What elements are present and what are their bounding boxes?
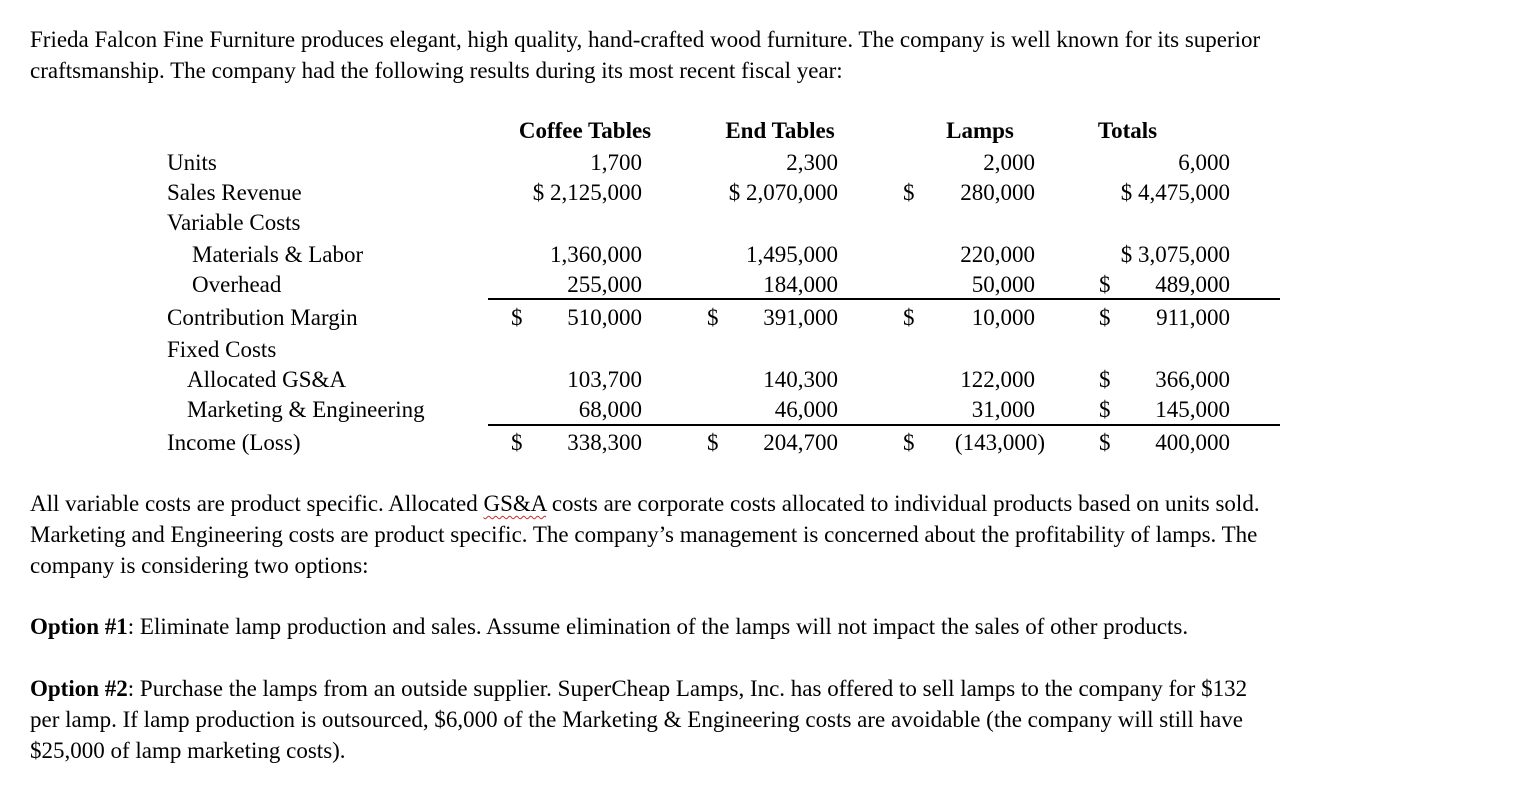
divider-line-contribution: [488, 298, 1280, 300]
marketing-lamps: 31,000: [971, 397, 1035, 422]
contribution-lamps: 10,000: [971, 305, 1035, 330]
marketing-totals-dollar: $: [1099, 397, 1111, 422]
income-totals-dollar: $: [1099, 430, 1111, 455]
income-end: 204,700: [763, 430, 838, 455]
row-label-marketing: Marketing & Engineering: [187, 397, 425, 422]
overhead-totals: 489,000: [1155, 272, 1230, 297]
row-label-fixed-costs: Fixed Costs: [167, 337, 277, 362]
row-label-units: Units: [167, 150, 217, 175]
row-label-overhead: Overhead: [192, 272, 282, 297]
sales-lamps: 280,000: [960, 180, 1035, 205]
option-1-label: Option #1: [30, 614, 128, 639]
gsa-coffee: 103,700: [567, 367, 642, 392]
contribution-coffee-dollar: $: [511, 305, 523, 330]
materials-coffee: 1,360,000: [550, 242, 642, 267]
row-label-gsa: Allocated GS&A: [187, 367, 347, 392]
header-end-tables: End Tables: [725, 118, 835, 143]
spellcheck-flagged-word[interactable]: GS&A: [483, 491, 547, 516]
sales-lamps-dollar: $: [903, 180, 915, 205]
units-totals: 6,000: [1178, 150, 1230, 175]
paragraph-line-3: company is considering two options:: [30, 553, 369, 578]
option-2-line-1: : Purchase the lamps from an outside supplier. SuperCheap Lamps, Inc. has offered to sell lamps to the company for $132: [127, 676, 1248, 701]
contribution-end-dollar: $: [707, 305, 719, 330]
contribution-end: 391,000: [763, 305, 838, 330]
units-lamps: 2,000: [983, 150, 1035, 175]
option-2-label: Option #2: [30, 676, 128, 701]
option-2-paragraph: [30, 673, 1470, 766]
paragraph-line-2: Marketing and Engineering costs are product specific. The company’s management is concerned about the profitability of lamps. The: [30, 522, 1258, 547]
paragraph-line-1b: costs are corporate costs allocated to individual products based on units sold.: [546, 491, 1260, 516]
option-2-line-2: per lamp. If lamp production is outsourced, $6,000 of the Marketing & Engineering costs are avoidable (the company will still have: [30, 707, 1243, 732]
overhead-lamps: 50,000: [971, 272, 1035, 297]
option-2-line-3: $25,000 of lamp marketing costs).: [30, 738, 346, 763]
income-end-dollar: $: [707, 430, 719, 455]
row-label-contribution: Contribution Margin: [167, 305, 358, 330]
gsa-end: 140,300: [763, 367, 838, 392]
contribution-totals-dollar: $: [1099, 305, 1111, 330]
units-end: 2,300: [786, 150, 838, 175]
header-coffee-tables: Coffee Tables: [518, 118, 652, 143]
marketing-coffee: 68,000: [578, 397, 642, 422]
contribution-lamps-dollar: $: [903, 305, 915, 330]
row-label-sales: Sales Revenue: [167, 180, 302, 205]
gsa-totals-dollar: $: [1099, 367, 1111, 392]
sales-end: $ 2,070,000: [728, 180, 838, 205]
option-1-text: : Eliminate lamp production and sales. Assume elimination of the lamps will not impact the sales of other products.: [127, 614, 1189, 639]
intro-line-1: Frieda Falcon Fine Furniture produces elegant, high quality, hand-crafted wood furniture. The company is well known for its superior: [30, 27, 1261, 52]
gsa-lamps: 122,000: [960, 367, 1035, 392]
income-coffee: 338,300: [567, 430, 642, 455]
materials-end: 1,495,000: [746, 242, 838, 267]
income-lamps-dollar: $: [903, 430, 915, 455]
units-coffee: 1,700: [590, 150, 642, 175]
income-totals: 400,000: [1155, 430, 1230, 455]
intro-paragraph: [30, 24, 1470, 86]
header-totals: Totals: [1097, 118, 1158, 143]
contribution-totals: 911,000: [1156, 305, 1230, 330]
variable-costs-paragraph: [30, 488, 1470, 581]
header-lamps: Lamps: [946, 118, 1014, 143]
marketing-totals: 145,000: [1155, 397, 1230, 422]
overhead-coffee: 255,000: [567, 272, 642, 297]
materials-totals: $ 3,075,000: [1120, 242, 1230, 267]
overhead-totals-dollar: $: [1099, 272, 1111, 297]
option-1-paragraph: [30, 611, 1470, 642]
income-lamps: (143,000): [954, 430, 1045, 455]
row-label-income: Income (Loss): [167, 430, 301, 455]
overhead-end: 184,000: [763, 272, 838, 297]
gsa-totals: 366,000: [1155, 367, 1230, 392]
contribution-coffee: 510,000: [567, 305, 642, 330]
divider-line-income: [488, 424, 1280, 426]
income-coffee-dollar: $: [511, 430, 523, 455]
intro-line-2: craftsmanship. The company had the following results during its most recent fiscal year:: [30, 58, 843, 83]
row-label-variable-costs: Variable Costs: [167, 210, 301, 235]
marketing-end: 46,000: [774, 397, 838, 422]
sales-totals: $ 4,475,000: [1120, 180, 1230, 205]
materials-lamps: 220,000: [960, 242, 1035, 267]
sales-coffee: $ 2,125,000: [532, 180, 642, 205]
paragraph-line-1a: All variable costs are product specific. Allocated: [30, 491, 484, 516]
row-label-materials: Materials & Labor: [192, 242, 364, 267]
